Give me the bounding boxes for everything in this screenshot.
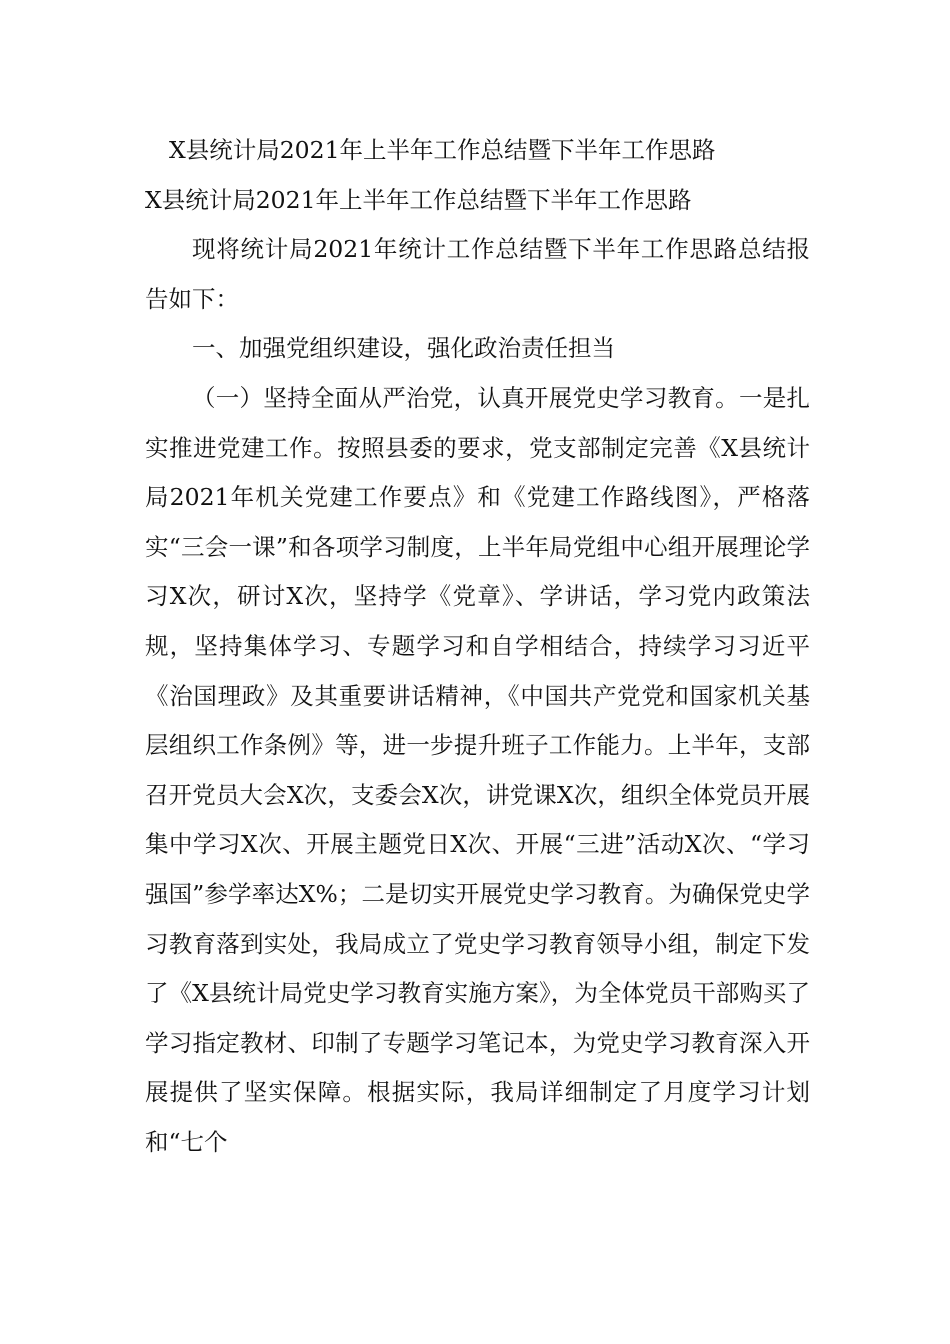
intro-paragraph: 现将统计局2021年统计工作总结暨下半年工作思路总结报告如下：	[145, 235, 810, 313]
document-body	[145, 126, 810, 1167]
section-1-paragraph-1: （一）坚持全面从严治党，认真开展党史学习教育。一是扎实推进党建工作。按照县委的要求，党支部制定完善《X县统计局2021年机关党建工作要点》和《党建工作路线图》，严格落实“三会一课”和各项学习制度，上半年局党组中心组开展理论学习X次，研讨X次，坚持学《党章》、学讲话，学习党内政策法规，坚持集体学习、专题学习和自学相结合，持续学习习近平《治国理政》及其重要讲话精神，《中国共产党党和国家机关基层组织工作条例》等，进一步提升班子工作能力。上半年，支部召开党员大会X次，支委会X次，讲党课X次，组织全体党员开展集中学习X次、开展主题党日X次、开展“三进”活动X次、“学习强国”参学率达X%；二是切实开展党史学习教育。为确保党史学习教育落到实处，我局成立了党史学习教育领导小组，制定下发了《X县统计局党史学习教育实施方案》，为全体党员干部购买了学习指定教材、印制了专题学习笔记本，为党史学习教育深入开展提供了坚实保障。根据实际，我局详细制定了月度学习计划和“七个	[145, 383, 810, 1156]
document-title-line-1: X县统计局2021年上半年工作总结暨下半年工作思路	[169, 136, 716, 164]
section-heading-1: 一、加强党组织建设，强化政治责任担当	[192, 334, 615, 363]
document-title-line-2: X县统计局2021年上半年工作总结暨下半年工作思路	[145, 185, 692, 214]
